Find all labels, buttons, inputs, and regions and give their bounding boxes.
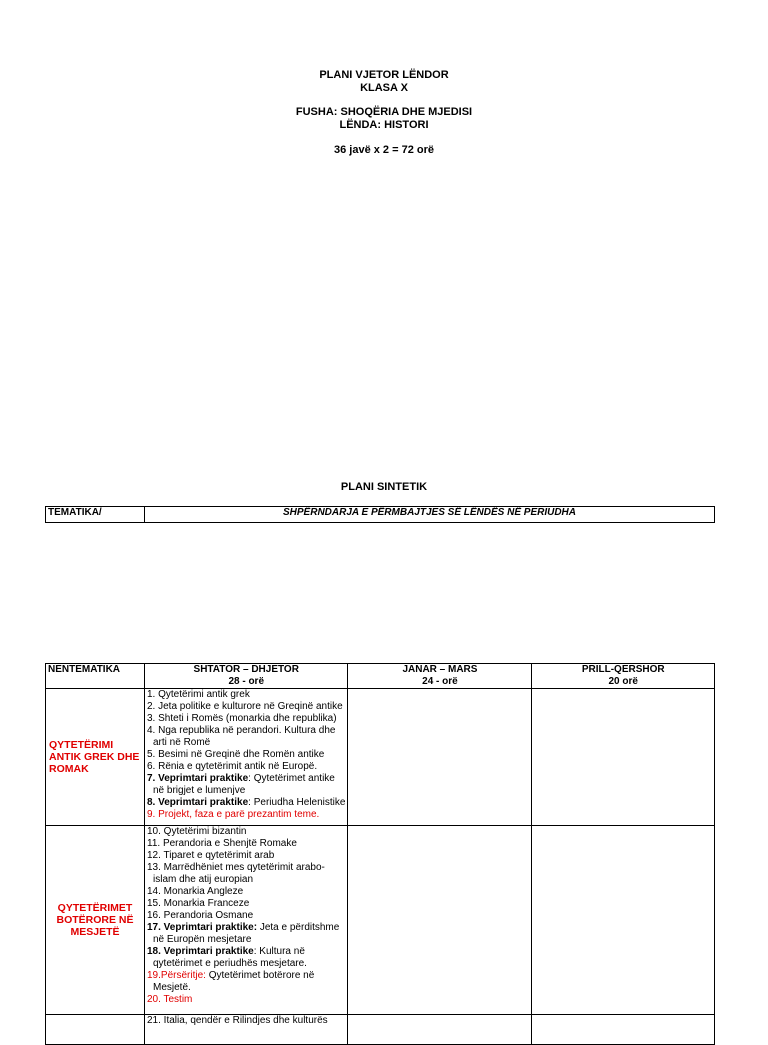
list-item: në Europën mesjetare (153, 934, 252, 945)
doc-hours: 36 javë x 2 = 72 orë (334, 144, 434, 156)
empty-cell (532, 1015, 715, 1045)
empty-cell (348, 1015, 532, 1045)
doc-subject: LËNDA: HISTORI (339, 119, 429, 131)
header-cell-period-3 (532, 664, 715, 689)
list-item: 16. Perandoria Osmane (147, 910, 254, 921)
header-cell-period-1 (145, 664, 348, 689)
table-row (46, 1015, 715, 1045)
header-cell-distribution: SHPËRNDARJA E PËRMBAJTJES SË LËNDËS NË PERIUDHA (145, 507, 715, 523)
table-row (46, 826, 715, 1015)
list-item: 11. Perandoria e Shenjtë Romake (147, 838, 297, 849)
period-1-hours: 28 - orë (228, 676, 265, 687)
doc-title: PLANI VJETOR LËNDOR (319, 69, 449, 81)
list-item: qytetërimet e periudhës mesjetare. (153, 958, 307, 969)
list-item: 5. Besimi në Greqinë dhe Romën antike (147, 749, 325, 760)
header-cell-period-2 (348, 664, 532, 689)
table-row (46, 689, 715, 826)
synthetic-table (45, 506, 715, 523)
period-3-name: PRILL-QERSHOR (581, 664, 665, 675)
header-cell-tematika: TEMATIKA/ (46, 507, 145, 523)
doc-class: KLASA X (360, 82, 408, 94)
list-item: 15. Monarkia Franceze (147, 898, 250, 909)
list-item: 9. Projekt, faza e parë prezantim teme. (147, 809, 320, 820)
topics-cell-medieval (145, 826, 348, 1015)
synthetic-title: PLANI SINTETIK (340, 481, 428, 493)
list-item: 10. Qytetërimi bizantin (147, 826, 247, 837)
list-item: 3. Shteti i Romës (monarkia dhe republika) (147, 713, 337, 724)
list-item: 6. Rënia e qytetërimit antik në Europë. (147, 761, 318, 772)
empty-cell (348, 689, 532, 826)
list-item: 7. Veprimtari praktike: Qytetërimet antike (147, 773, 335, 784)
list-item: Mesjetë. (153, 982, 191, 993)
period-1-name: SHTATOR – DHJETOR (193, 664, 299, 675)
list-item: 17. Veprimtari praktike: Jeta e përditshme (147, 922, 340, 933)
theme-cell-next (46, 1015, 145, 1045)
plan-table (45, 663, 715, 1045)
doc-field: FUSHA: SHOQËRIA DHE MJEDISI (295, 106, 473, 118)
list-item: 21. Italia, qendër e Rilindjes dhe kulturës (147, 1015, 328, 1026)
list-item: 14. Monarkia Angleze (147, 886, 244, 897)
list-item: arti në Romë (153, 737, 211, 748)
empty-cell (348, 826, 532, 1015)
theme-cell-ancient: QYTETËRIMI ANTIK GREK DHE ROMAK (46, 689, 145, 826)
list-item: 19.Përsëritje: Qytetërimet botërore në (147, 970, 315, 981)
list-item: 20. Testim (147, 994, 193, 1005)
list-item: 12. Tiparet e qytetërimit arab (147, 850, 275, 861)
header-cell-subtheme: NENTEMATIKA (46, 664, 145, 689)
list-item: në brigjet e lumenjve (153, 785, 246, 796)
list-item: 4. Nga republika në perandori. Kultura dhe (147, 725, 336, 736)
period-3-hours: 20 orë (608, 676, 638, 687)
period-2-hours: 24 - orë (422, 676, 458, 687)
theme-cell-medieval: QYTETËRIMET BOTËRORE NË MESJETË (46, 826, 145, 1015)
table-row (46, 664, 715, 689)
list-item: 8. Veprimtari praktike: Periudha Helenistike (147, 797, 346, 808)
list-item: islam dhe atij europian (153, 874, 254, 885)
topics-cell-ancient (145, 689, 348, 826)
empty-cell (532, 689, 715, 826)
table-row (46, 507, 715, 523)
list-item: 2. Jeta politike e kulturore në Greqinë antike (147, 701, 343, 712)
topics-cell-next (145, 1015, 348, 1045)
list-item: 13. Marrëdhëniet mes qytetërimit arabo- (147, 862, 325, 873)
list-item: 18. Veprimtari praktike: Kultura në (147, 946, 305, 957)
empty-cell (532, 826, 715, 1015)
list-item: 1. Qytetërimi antik grek (147, 689, 250, 700)
period-2-name: JANAR – MARS (402, 664, 478, 675)
